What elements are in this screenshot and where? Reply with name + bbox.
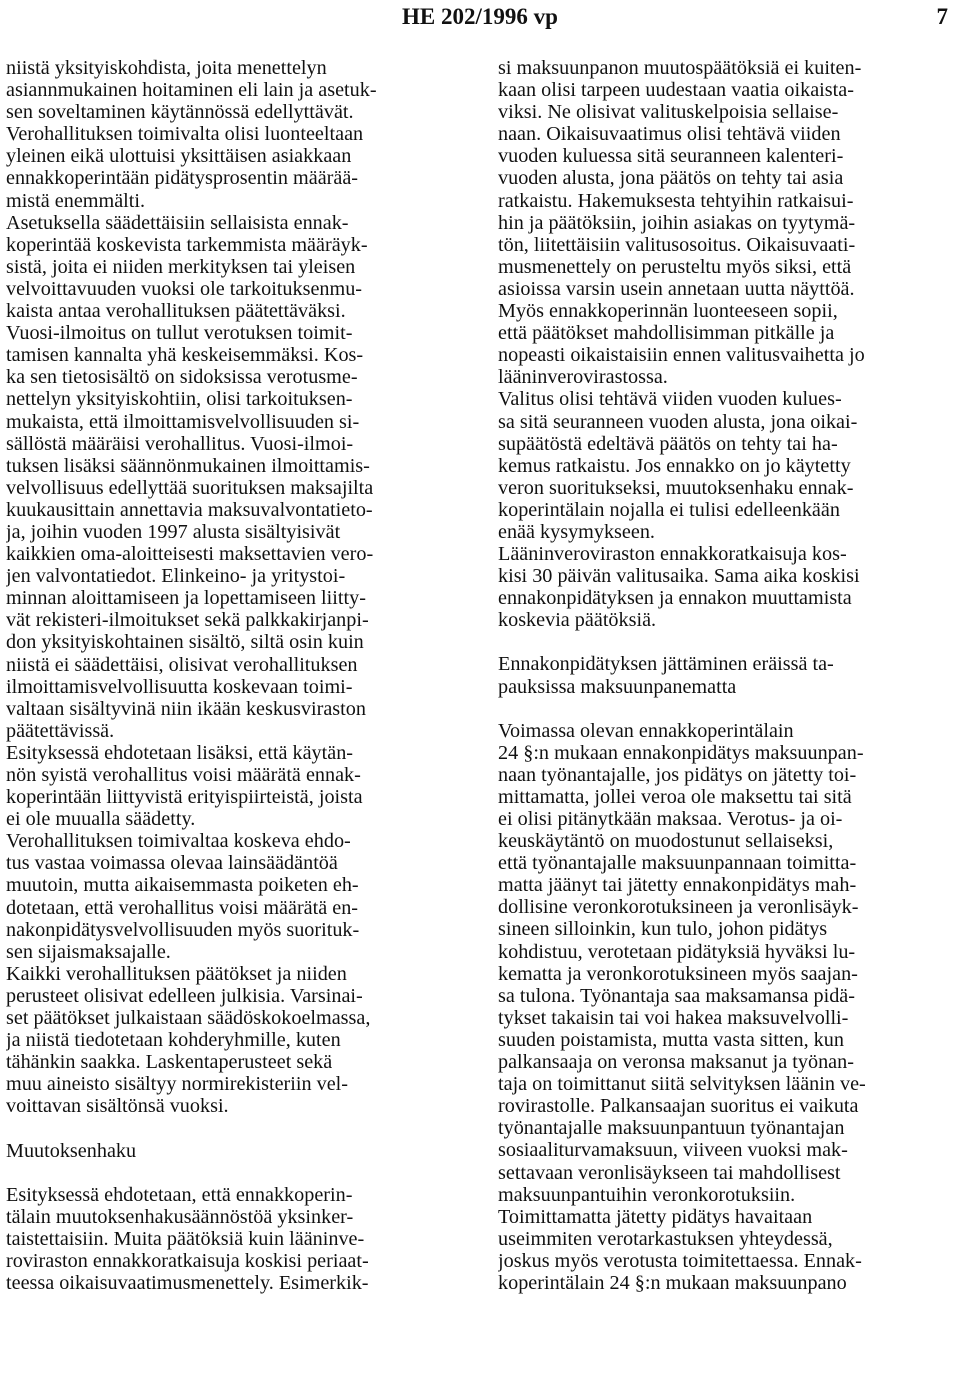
document-reference: HE 202/1996 vp: [402, 4, 558, 29]
paragraph: Verohallituksen toimivaltaa koskeva ehdo- tus vastaa voimassa olevaa lainsäädäntöä muutoin, mutta aikaisemmasta poiketen eh- dotetaan, että verohallitus voisi määrätä en- nakonpidätysvelvollisuuden myös suorituk- sen sijaismaksajalle.: [6, 830, 360, 963]
paragraph: si maksuunpanon muutospäätöksiä ei kuiten- kaan olisi tarpeen uudestaan vaatia oikaista- viksi. Ne olisivat valituskelpoisia sellaise- naan. Oikaisuvaatimus olisi tehtävä viiden vuoden kuluessa sitä seuranneen kalenteri- vuoden alusta, jona päätös on tehty tai asia ratkaistu. Hakemuksesta tehtyihin ratkaisui- hin ja päätöksiin, joihin asiakas on tyytymä- tön, liitettäisiin valitusosoitus. Oikaisuvaati- musmenettely on perusteltu myös siksi, että asioissa varsin usein annetaan uutta näyttöä. Myös ennakkoperinnän luonteeseen sopii, että päätökset mahdollisimman pitkälle ja nopeasti oikaistaisiin ennen valitusvaihetta jo lääninverovirastossa.: [498, 57, 865, 389]
left-column: [6, 57, 450, 1381]
page-number: 7: [936, 4, 948, 29]
spacer: [498, 698, 954, 720]
spacer: [6, 1162, 450, 1184]
paragraph: Asetuksella säädettäisiin sellaisista ennak- koperintää koskevista tarkemmista määräyk- sistä, joita ei niiden merkityksen tai yleisen velvoittavuuden vuoksi ole tarkoituksenmu- kaista antaa verohallituksen päätettäväksi. Vuosi-ilmoitus on tullut verotuksen toimit- tamisen kannalta yhä keskeisemmäksi. Kos- ka sen tietosisältö on sidoksissa verotusme- nettelyn yksityiskohtiin, olisi tarkoituksen- mukaista, että ilmoittamisvelvollisuuden si- sällöstä määräisi verohallitus. Vuosi-ilmoi- tuksen lisäksi säännönmukainen ilmoittamis- velvollisuus edellyttää suorituksen maksajilta kuukausittain annettavia maksuvalvontatieto- ja, joihin vuoden 1997 alusta sisältyisivät kaikkien oma-aloitteisesti maksettavien vero- jen valvontatiedot. Elinkeino- ja yritystoi- minnan aloittamiseen ja lopettamiseen liitty- vät rekisteri-ilmoitukset sekä palkkakirjanpi- don yksityiskohtainen sisältö, siltä osin kuin niistä ei säädettäisi, olisivat verohallituksen ilmoittamisvelvollisuutta koskevaan toimi- valtaan sisältyvinä niin ikään keskusviraston päätettävissä.: [6, 211, 374, 742]
spacer: [498, 631, 954, 653]
paragraph: Toimittamatta jätetty pidätys havaitaan useimmiten verotarkastuksen yhteydessä, joskus myös verotusta toimitettaessa. Ennak- koperintälain 24 §:n mukaan maksuunpano: [498, 1205, 862, 1294]
paragraph: Kaikki verohallituksen päätökset ja niiden perusteet olisivat edelleen julkisia. Varsinai- set päätökset julkaistaan säädöskokoelmassa, ja niistä tiedotetaan kohderyhmille, kuten tähänkin saakka. Laskentaperusteet sekä muu aineisto sisältyy normirekisteriin vel- voittavan sisältönsä vuoksi.: [6, 962, 371, 1118]
paragraph: Voimassa olevan ennakkoperintälain 24 §:n mukaan ennakonpidätys maksuunpan- naan työnantajalle, jos pidätys on jätetty toi- mittamatta, jollei veroa ole maksettu tai sitä ei olisi pitänytkään maksaa. Verotus- ja oi- keuskäytäntö on muodostunut sellaiseksi, että työnantajalle maksuunpannaan toimitta- matta jäänyt tai jätetty ennakonpidätys mah- dollisine veronkorotuksineen ja veronlisäyk- sineen silloinkin, kun tulo, johon pidätys kohdistuu, verotetaan pidätyksiä hyväksi lu- kematta ja veronkorotuksineen myös saajan- sa tulona. Työnantaja saa maksamansa pidä- tykset takaisin tai voi hakea maksuvelvolli- suuden poistamista, mutta vasta sitten, kun palkansaaja on veronsa maksanut ja työnan- taja on toimittanut siitä selvityksen läänin ve- rovirastolle. Palkansaajan suoritus ei vaikuta työnantajalle maksuunpantuun työnantajan sosiaaliturvamaksuun, viiveen vuoksi mak- settavaan veronlisäykseen tai mahdollisest maksuunpantuihin veronkorotuksiin.: [498, 719, 866, 1206]
paragraph: Esityksessä ehdotetaan, että ennakkoperin- tälain muutoksenhakusäännöstöä yksinker- taistettaisiin. Muita päätöksiä kuin lääninve- roviraston ennakkoratkaisuja koskisi periaat- teessa oikaisuvaatimusmenettely. Esimerkik-: [6, 1183, 369, 1294]
paragraph: Valitus olisi tehtävä viiden vuoden kulues- sa sitä seuranneen vuoden alusta, jona oikai- supäätöstä edeltävä päätös on tehty tai ha- kemus ratkaistu. Jos ennakko on jo käytetty veron suoritukseksi, muutoksenhaku ennak- koperintälain nojalla ei tulisi edelleenkään enää kysymykseen.: [498, 388, 858, 543]
section-heading: Muutoksenhaku: [6, 1139, 137, 1162]
page-header: [0, 0, 960, 40]
section-heading: Ennakonpidätyksen jättäminen eräissä ta- pauksissa maksuunpanematta: [498, 653, 834, 698]
spacer: [6, 1118, 450, 1140]
right-column: [498, 57, 954, 1381]
paragraph: niistä yksityiskohdista, joita menettelyn asiannmukainen hoitaminen eli lain ja asetuk- sen soveltaminen käytännössä edellyttävät. Verohallituksen toimivalta olisi luonteeltaan yleinen eikä ulottuisi yksittäisen asiakkaan ennakkoperintään pidätysprosentin määrää- mistä enemmälti.: [6, 57, 377, 212]
paragraph: Esityksessä ehdotetaan lisäksi, että käytän- nön syistä verohallitus voisi määrätä ennak- koperintään liittyvistä erityispiirteistä, joista ei ole muualla säädetty.: [6, 741, 363, 831]
paragraph: Lääninveroviraston ennakkoratkaisuja kos- kisi 30 päivän valitusaika. Sama aika koskisi ennakonpidätyksen ja ennakon muuttamista koskevia päätöksiä.: [498, 543, 860, 632]
